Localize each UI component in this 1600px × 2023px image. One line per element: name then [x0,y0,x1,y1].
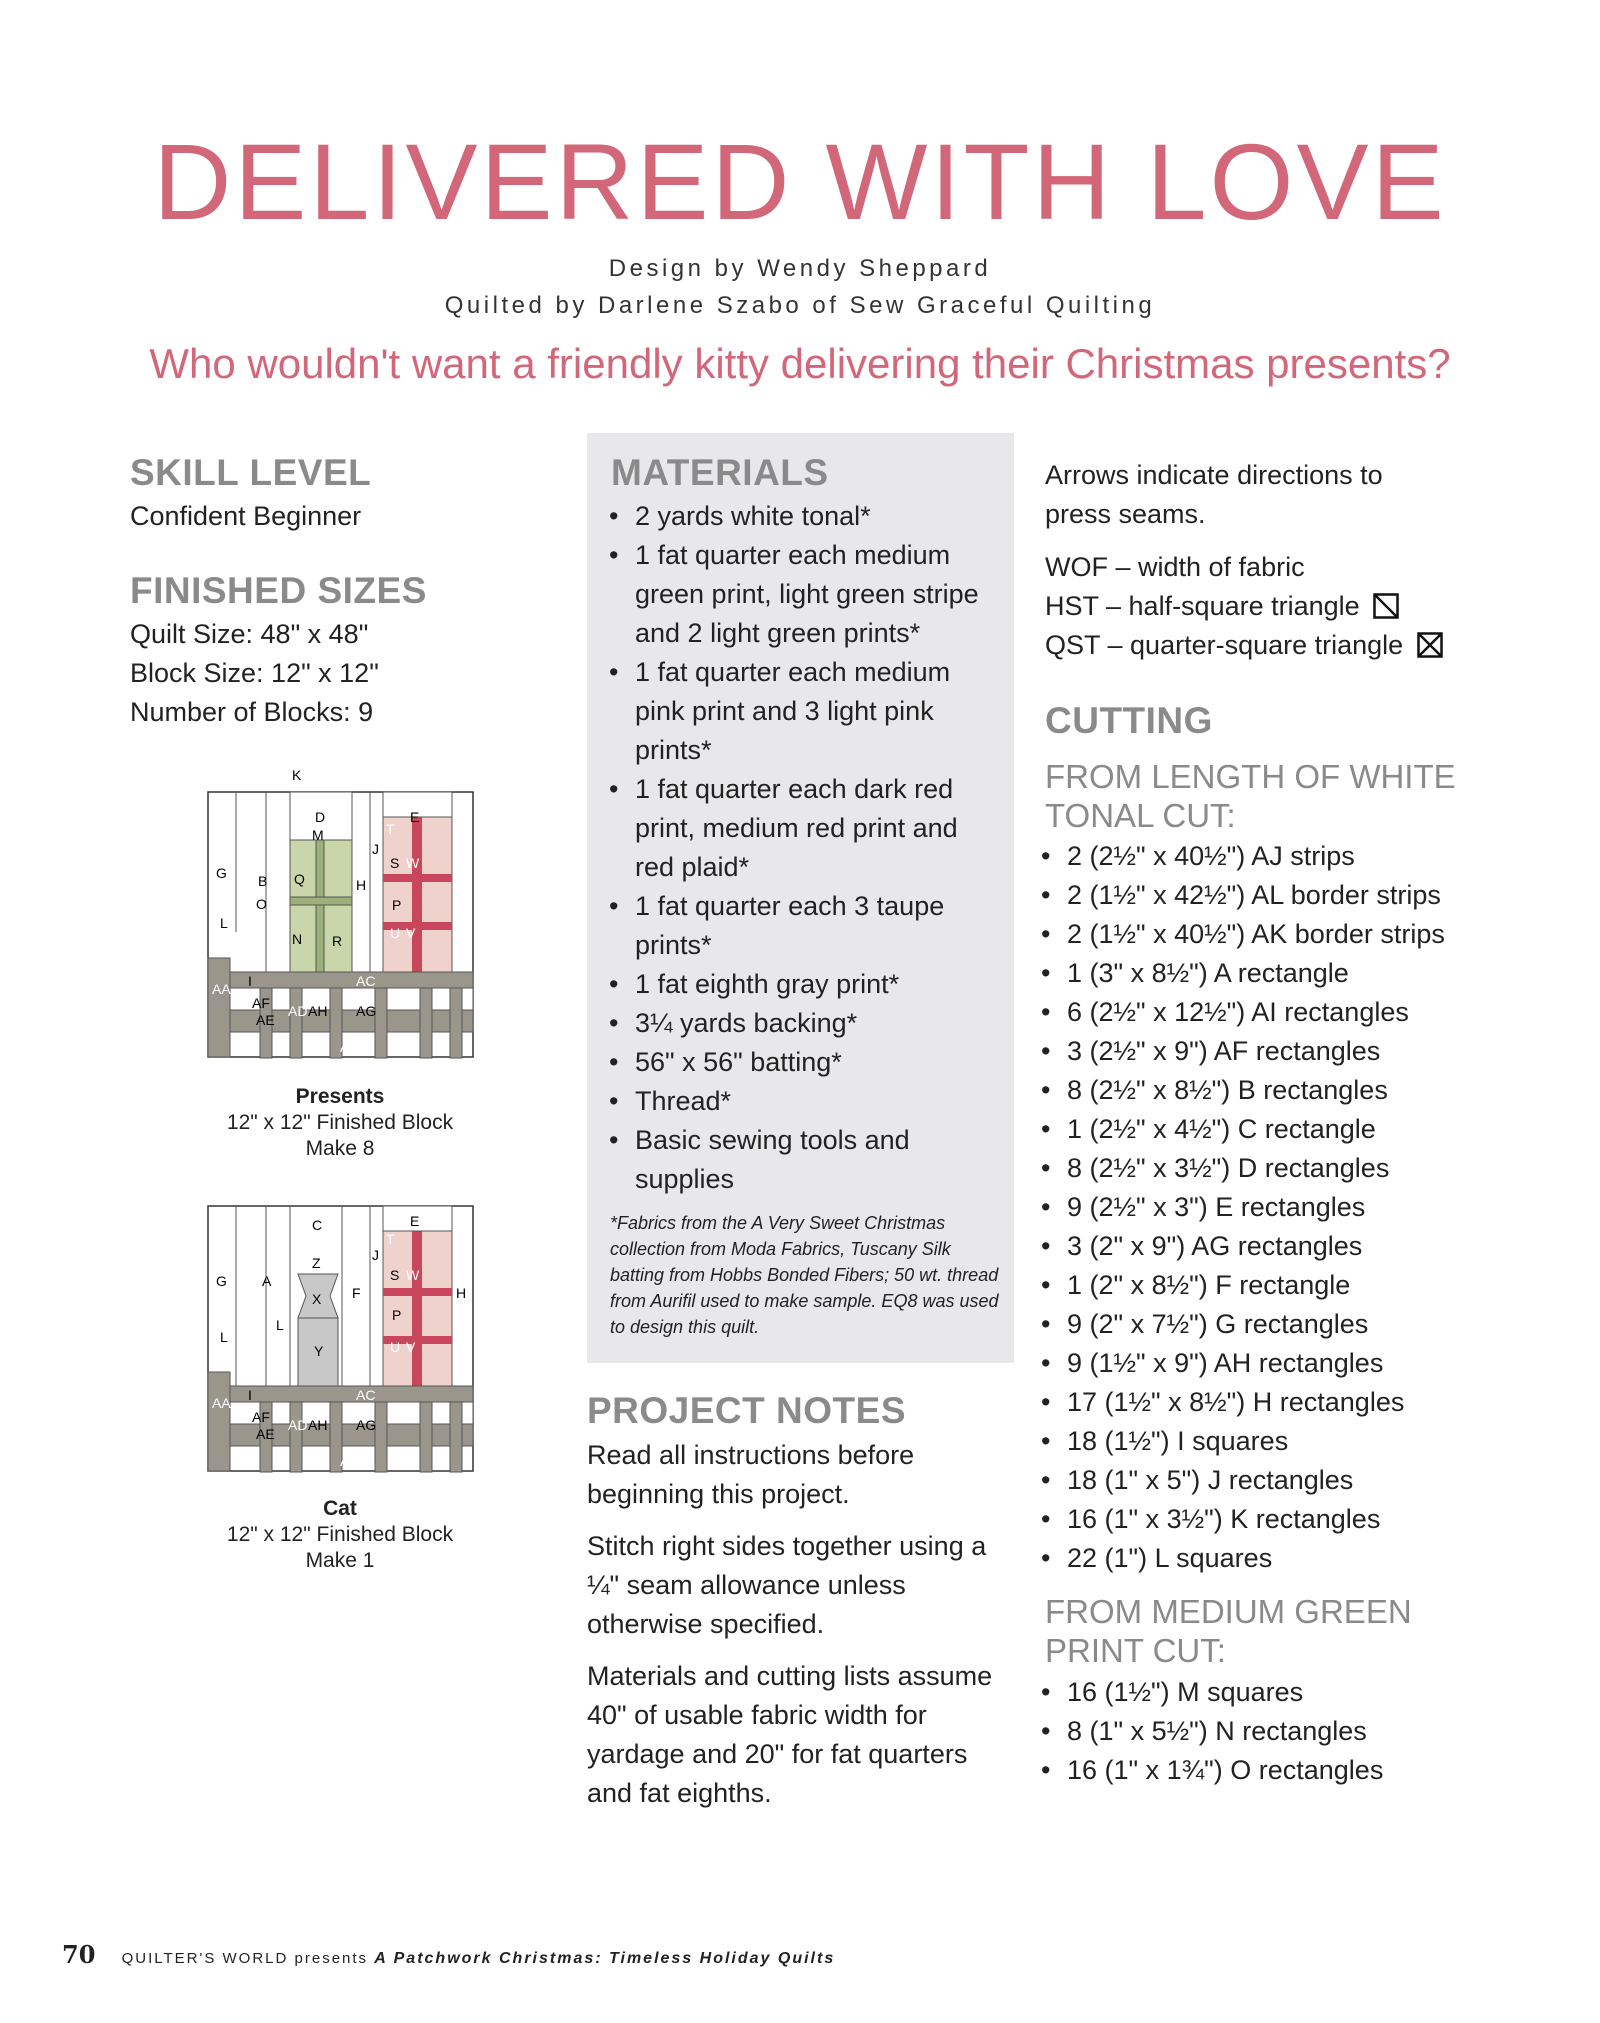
label-v: V [406,925,416,941]
hst-definition: HST – half-square triangle [1045,591,1360,621]
skill-level-value: Confident Beginner [130,501,362,531]
list-item: • 3 (2½" x 9") AF rectangles [1039,1032,1499,1071]
list-item: • 8 (1" x 5½") N rectangles [1039,1712,1499,1751]
list-item: • 17 (1½" x 8½") H rectangles [1039,1383,1499,1422]
list-item: • 22 (1") L squares [1039,1539,1499,1578]
cutting-list-green [1039,1673,1499,1790]
label-e: E [410,1213,420,1229]
list-item: • 1 (3" x 8½") A rectangle [1039,954,1499,993]
label-ac: AC [356,1387,376,1403]
cutting-heading: CUTTING [1045,700,1213,741]
label-q: Q [294,871,305,887]
label-j: J [372,841,379,857]
label-k: K [292,767,302,783]
label-i: I [248,973,252,989]
label-ag: AG [356,1417,377,1433]
label-ad: AD [288,1417,308,1433]
label-e: E [410,809,420,825]
project-notes-heading: PROJECT NOTES [587,1390,906,1431]
list-item: • Basic sewing tools and supplies [607,1121,987,1199]
label-s: S [390,855,400,871]
label-h: H [456,1285,467,1301]
qst-row [1045,626,1485,665]
label-p: P [392,1307,402,1323]
label-ae: AE [256,1426,275,1442]
qst-icon [1417,632,1443,658]
label-ah: AH [308,1003,328,1019]
label-w: W [406,855,420,871]
wof-definition: WOF – width of fabric [1045,552,1305,582]
hst-row [1045,587,1485,626]
list-item: • 3¼ yards backing* [607,1004,987,1043]
label-ac: AC [356,973,376,989]
label-af: AF [252,995,270,1011]
design-credit: Design by Wendy Sheppard [608,255,992,282]
quilt-size: Quilt Size: 48" x 48" [130,619,369,649]
label-ah: AH [308,1417,328,1433]
label-b: B [258,873,268,889]
note-paragraph: Read all instructions before beginning this project. [587,1440,915,1509]
materials-heading: MATERIALS [611,452,829,493]
project-notes [587,1436,1007,1813]
label-ad: AD [288,1003,308,1019]
tagline: Who wouldn't want a friendly kitty delivering their Christmas presents? [149,340,1451,387]
presents-make: Make 8 [305,1137,375,1160]
cutting-subhead-white: FROM LENGTH OF WHITE TONAL CUT: [1045,758,1456,834]
presents-size: 12" x 12" Finished Block [226,1111,454,1134]
label-x: X [312,1291,322,1307]
block-size: Block Size: 12" x 12" [130,658,379,688]
label-m: M [312,827,324,843]
book-title: A Patchwork Christmas: Timeless Holiday Quilts [374,1950,836,1967]
hst-icon [1373,593,1399,619]
label-af: AF [252,1409,270,1425]
list-item: • 9 (2" x 7½") G rectangles [1039,1305,1499,1344]
list-item: • 2 yards white tonal* [607,497,987,536]
list-item: • 1 fat quarter each 3 taupe prints* [607,887,987,965]
presents-caption [200,1084,480,1162]
label-ae: AE [256,1012,275,1028]
label-g: G [216,865,227,881]
list-item: • 6 (2½" x 12½") AI rectangles [1039,993,1499,1032]
label-d: D [315,809,326,825]
magazine-name: QUILTER'S WORLD presents [121,1950,369,1967]
label-l2: L [276,1317,284,1333]
label-i: I [248,1387,252,1403]
list-item: • 1 fat quarter each dark red print, medium red print and red plaid* [607,770,987,887]
label-s: S [390,1267,400,1283]
page-footer [62,1940,835,1969]
cat-size: 12" x 12" Finished Block [226,1523,454,1546]
cutting-subhead-green: FROM MEDIUM GREEN PRINT CUT: [1045,1593,1412,1669]
label-ag: AG [356,1003,377,1019]
list-item: • 1 fat eighth gray print* [607,965,987,1004]
materials-list [607,497,987,1199]
quilted-credit: Quilted by Darlene Szabo of Sew Graceful Quilting [444,292,1156,319]
arrows-note: Arrows indicate directions to press seams. [1045,460,1383,529]
label-u: U [390,1339,401,1355]
list-item: • 9 (1½" x 9") AH rectangles [1039,1344,1499,1383]
cat-make: Make 1 [305,1549,375,1572]
label-n: N [292,931,303,947]
list-item: • 16 (1" x 1¾") O rectangles [1039,1751,1499,1790]
list-item: • 8 (2½" x 8½") B rectangles [1039,1071,1499,1110]
qst-definition: QST – quarter-square triangle [1045,630,1404,660]
label-z: Z [312,1255,321,1271]
list-item: • 1 fat quarter each medium green print, light green stripe and 2 light green prints* [607,536,987,653]
label-h: H [356,877,367,893]
label-t: T [386,1231,395,1247]
note-paragraph: Materials and cutting lists assume 40" of usable fabric width for yardage and 20" for fat quarters and fat eighths. [587,1661,993,1808]
cutting-list-white [1039,837,1499,1578]
list-item: • 3 (2" x 9") AG rectangles [1039,1227,1499,1266]
label-j: J [372,1247,379,1263]
presents-name: Presents [295,1085,385,1108]
list-item: • 16 (1" x 3½") K rectangles [1039,1500,1499,1539]
list-item: • Thread* [607,1082,987,1121]
page-title: DELIVERED WITH LOVE [153,121,1447,242]
label-v: V [406,1339,416,1355]
label-p: P [392,897,402,913]
label-ab: AB [340,1453,359,1469]
cat-block-diagram [200,1196,490,1481]
cat-caption [200,1496,480,1574]
label-ab: AB [340,1039,359,1055]
list-item: • 18 (1" x 5") J rectangles [1039,1461,1499,1500]
label-a: A [262,1273,272,1289]
label-f: F [352,1285,361,1301]
cat-name: Cat [323,1497,357,1520]
number-of-blocks: Number of Blocks: 9 [130,697,374,727]
label-aa: AA [212,1395,231,1411]
label-l: L [220,1329,228,1345]
list-item: • 1 (2" x 8½") F rectangle [1039,1266,1499,1305]
list-item: • 18 (1½") I squares [1039,1422,1499,1461]
list-item: • 9 (2½" x 3") E rectangles [1039,1188,1499,1227]
skill-level-heading: SKILL LEVEL [130,452,372,493]
list-item: • 2 (1½" x 40½") AK border strips [1039,915,1499,954]
finished-sizes-heading: FINISHED SIZES [130,570,427,611]
presents-block-diagram [200,762,490,1062]
label-u: U [390,925,401,941]
label-o: O [256,896,267,912]
label-g: G [216,1273,227,1289]
list-item: • 1 (2½" x 4½") C rectangle [1039,1110,1499,1149]
list-item: • 2 (2½" x 40½") AJ strips [1039,837,1499,876]
label-w: W [406,1267,420,1283]
label-aa: AA [212,981,231,997]
abbreviations [1045,548,1485,665]
list-item: • 1 fat quarter each medium pink print and 3 light pink prints* [607,653,987,770]
label-r: R [332,933,343,949]
label-l: L [220,915,228,931]
list-item: • 2 (1½" x 42½") AL border strips [1039,876,1499,915]
list-item: • 56" x 56" batting* [607,1043,987,1082]
page-number: 70 [62,1940,96,1969]
note-paragraph: Stitch right sides together using a ¼" seam allowance unless otherwise specified. [587,1531,987,1639]
list-item: • 8 (2½" x 3½") D rectangles [1039,1149,1499,1188]
list-item: • 16 (1½") M squares [1039,1673,1499,1712]
label-c: C [312,1217,323,1233]
finished-sizes-list [130,615,379,732]
label-t: T [386,821,395,837]
label-y: Y [314,1343,324,1359]
materials-note: *Fabrics from the A Very Sweet Christmas collection from Moda Fabrics, Tuscany Silk batting from Hobbs Bonded Fibers; 50 wt. thread from Aurifil used to make sample. EQ8 was used to design this quilt. [610,1213,999,1337]
